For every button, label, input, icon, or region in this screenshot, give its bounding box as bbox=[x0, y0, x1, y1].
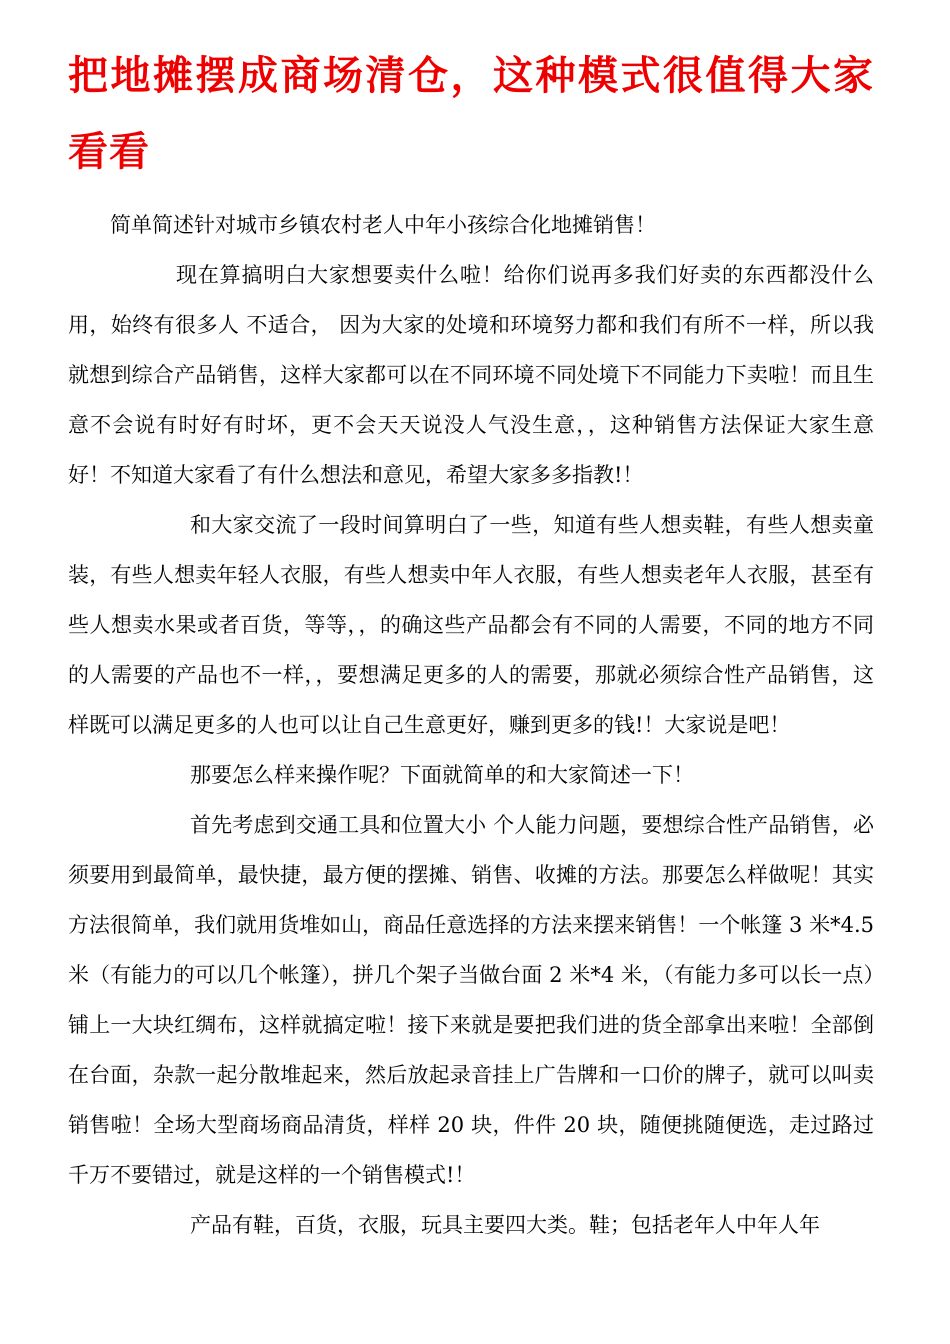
article-title: 把地摊摆成商场清仓，这种模式很值得大家看看 bbox=[68, 52, 874, 175]
document-page bbox=[68, 38, 874, 1250]
paragraph: 现在算搞明白大家想要卖什么啦！给你们说再多我们好卖的东西都没什么用，始终有很多人 不适合， 因为大家的处境和环境努力都和我们有所不一样，所以我就想到综合产品销售，这样大家都可以在不同环境不同处境下不同能力下卖啦！而且生意不会说有时好有时坏，更不会天天说没人气没生意，，这种销售方法保证大家生意好！不知道大家看了有什么想法和意见，希望大家多多指教!！ bbox=[68, 263, 874, 487]
paragraph: 产品有鞋，百货，衣服，玩具主要四大类。鞋；包括老年人中年人年 bbox=[190, 1213, 820, 1237]
paragraph: 和大家交流了一段时间算明白了一些，知道有些人想卖鞋，有些人想卖童装，有些人想卖年轻人衣服，有些人想卖中年人衣服，有些人想卖老年人衣服，甚至有些人想卖水果或者百货，等等，，的确这些产品都会有不同的人需要，不同的地方不同的人需要的产品也不一样，，要想满足更多的人的需要，那就必须综合性产品销售，这样既可以满足更多的人也可以让自己生意更好，赚到更多的钱!！大家说是吧！ bbox=[68, 513, 874, 737]
paragraph: 首先考虑到交通工具和位置大小 个人能力问题，要想综合性产品销售，必须要用到最简单，最快捷，最方便的摆摊、销售、收摊的方法。那要怎么样做呢！其实方法很简单，我们就用货堆如山，商品任意选择的方法来摆来销售！一个帐篷 3 米*4.5 米（有能力的可以几个帐篷），拼几个架子当做台面 2 米*4 米，（有能力多可以长一点）铺上一大块红绸布，这样就搞定啦！接下来就是要把我们进的货全部拿出来啦！全部倒在台面，杂款一起分散堆起来，然后放起录音挂上广告牌和一口价的牌子，就可以叫卖销售啦！全场大型商场商品清货，样样 20 块，件件 20 块，随便挑随便选，走过路过千万不要错过，就是这样的一个销售模式!！ bbox=[68, 813, 874, 1187]
article-body bbox=[68, 200, 874, 1250]
paragraph-intro: 简单简述针对城市乡镇农村老人中年小孩综合化地摊销售！ bbox=[110, 213, 656, 237]
paragraph: 那要怎么样来操作呢？下面就简单的和大家简述一下！ bbox=[190, 763, 694, 787]
